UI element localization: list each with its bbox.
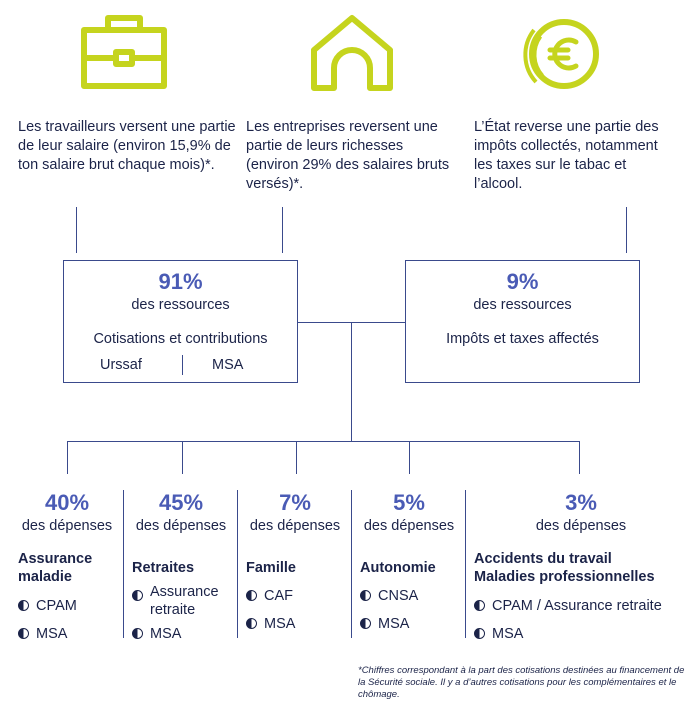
briefcase-icon bbox=[78, 8, 170, 92]
expense-column-autonomy bbox=[354, 490, 464, 638]
half-circle-icon bbox=[360, 590, 371, 601]
expense-sub: des dépenses bbox=[249, 518, 341, 534]
resources-left-org-divider bbox=[182, 355, 183, 375]
connector-workers bbox=[76, 207, 77, 253]
expense-column-family bbox=[240, 490, 350, 638]
euro-coin-icon bbox=[520, 14, 602, 92]
resources-left-box bbox=[63, 260, 298, 383]
connector-companies bbox=[282, 207, 283, 253]
resources-right-pct: 9% bbox=[506, 269, 539, 294]
expense-item: MSA bbox=[18, 625, 67, 643]
connector-drop-2 bbox=[182, 441, 183, 474]
column-separator bbox=[237, 490, 238, 638]
half-circle-icon bbox=[246, 590, 257, 601]
expense-item: MSA bbox=[132, 625, 181, 643]
half-circle-icon bbox=[474, 600, 485, 611]
expense-pct: 45% bbox=[158, 490, 204, 515]
half-circle-icon bbox=[18, 628, 29, 639]
expense-item: MSA bbox=[246, 615, 295, 633]
half-circle-icon bbox=[18, 600, 29, 611]
resources-right-sub: des ressources bbox=[473, 297, 572, 313]
source-companies-text: Les entreprises reversent une partie de leurs richesses (environ 29% des salaires bruts versés)*. bbox=[246, 119, 450, 192]
expense-title: Autonomie bbox=[360, 560, 436, 576]
resources-left-label: Cotisations et contributions bbox=[93, 331, 268, 347]
expense-title: Retraites bbox=[132, 560, 195, 576]
connector-trunk bbox=[351, 322, 352, 442]
expense-item: CNSA bbox=[360, 587, 418, 605]
expense-title: Famille bbox=[246, 560, 296, 576]
resources-right-label: Impôts et taxes affectés bbox=[446, 331, 599, 347]
resources-left-pct: 91% bbox=[158, 269, 203, 294]
expense-column-health bbox=[12, 490, 122, 642]
resources-left-sub: des ressources bbox=[131, 297, 230, 313]
resources-left-org-urssaf: Urssaf bbox=[100, 357, 142, 373]
connector-state bbox=[626, 207, 627, 253]
expense-item: CPAM / Assurance retraite bbox=[474, 597, 662, 615]
expense-pct: 3% bbox=[565, 490, 597, 515]
expense-item: MSA bbox=[474, 625, 523, 643]
connector-drop-4 bbox=[409, 441, 410, 474]
expense-sub: des dépenses bbox=[535, 518, 627, 534]
expense-item: Assurance retraite bbox=[132, 583, 219, 619]
half-circle-icon bbox=[360, 618, 371, 629]
expense-sub: des dépenses bbox=[363, 518, 455, 534]
footnote: *Chiffres correspondant à la part des cotisations destinées au financement de la Sécurité sociale. Il y a d’autres cotisations pour les complémentaires et le chômage. bbox=[358, 665, 685, 700]
resources-right-box bbox=[405, 260, 640, 383]
expense-column-work-accidents bbox=[468, 490, 694, 642]
column-separator bbox=[465, 490, 466, 638]
column-separator bbox=[351, 490, 352, 638]
expense-title: Accidents du travail Maladies professionnelles bbox=[474, 551, 655, 585]
expense-sub: des dépenses bbox=[135, 518, 227, 534]
source-state-text: L’État reverse une partie des impôts collectés, notamment les taxes sur le tabac et l’alcool. bbox=[474, 119, 659, 192]
half-circle-icon bbox=[132, 628, 143, 639]
half-circle-icon bbox=[474, 628, 485, 639]
half-circle-icon bbox=[132, 590, 143, 601]
connector-drop-5 bbox=[579, 441, 580, 474]
expense-column-pensions bbox=[126, 490, 236, 642]
connector-drop-1 bbox=[67, 441, 68, 474]
source-workers-text: Les travailleurs versent une partie de leur salaire (environ 15,9% de ton salaire brut chaque mois)*. bbox=[18, 119, 236, 173]
connector-drop-3 bbox=[296, 441, 297, 474]
expense-pct: 5% bbox=[393, 490, 425, 515]
half-circle-icon bbox=[246, 618, 257, 629]
expense-item: CAF bbox=[246, 587, 293, 605]
house-icon bbox=[308, 10, 396, 92]
expense-title: Assurance maladie bbox=[18, 551, 93, 585]
expense-item: MSA bbox=[360, 615, 409, 633]
column-separator bbox=[123, 490, 124, 638]
expense-sub: des dépenses bbox=[21, 518, 113, 534]
resources-left-org-msa: MSA bbox=[212, 357, 244, 373]
expense-pct: 7% bbox=[279, 490, 311, 515]
expense-pct: 40% bbox=[44, 490, 90, 515]
expense-item: CPAM bbox=[18, 597, 77, 615]
connector-branch bbox=[67, 441, 580, 442]
